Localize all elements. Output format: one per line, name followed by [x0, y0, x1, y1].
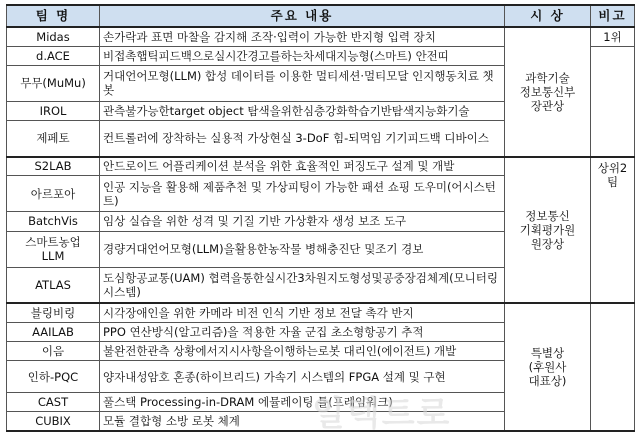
team-name: Midas	[7, 27, 100, 46]
project-description: 인공 지능을 활용해 제품추천 및 가상피팅이 가능한 패션 쇼핑 도우미(어시스턴트)	[100, 176, 505, 212]
team-name: 이음	[7, 342, 100, 361]
project-description: 모듈 결합형 소방 로봇 체계	[100, 412, 505, 431]
project-description: 불완전한관측 상황에서지시사항을이행하는로봇 대리인(에이전트) 개발	[100, 342, 505, 361]
note-top-two: 상위2 팀	[591, 157, 635, 304]
table-row	[7, 27, 635, 46]
table-body	[7, 27, 635, 431]
project-description: 거대언어모형(LLM) 합성 데이터를 이용한 멀티세션·멀티모달 인지행동치료 챗봇	[100, 65, 505, 101]
header-content: 주요 내용	[100, 5, 505, 27]
team-name: 무무(MuMu)	[7, 65, 100, 101]
note-first-place: 1위	[591, 27, 635, 46]
project-description: 양자내성암호 혼종(하이브리드) 가속기 시스템의 FPGA 설계 및 구현	[100, 361, 505, 393]
project-description: 시각장애인을 위한 카메라 비전 인식 기반 정보 전달 촉각 반지	[100, 303, 505, 322]
project-description: 손가락과 표면 마찰을 감지해 조작·입력이 가능한 반지형 입력 장치	[100, 27, 505, 46]
award-table	[6, 4, 635, 432]
team-name: CAST	[7, 393, 100, 412]
watermark: 일렉트로	[312, 394, 452, 434]
header-row	[7, 5, 635, 27]
team-name: 제페토	[7, 121, 100, 157]
project-description: 관측불가능한target object 탐색을위한심층강화학습기반탐색지능화기술	[100, 101, 505, 120]
team-name: AAILAB	[7, 322, 100, 341]
header-team: 팀 명	[7, 5, 100, 27]
table-row	[7, 157, 635, 176]
award-name: 특별상 (후원사 대표상)	[505, 303, 591, 431]
project-description: PPO 연산방식(알고리즘)을 적용한 자율 군집 초소형항공기 추적	[100, 322, 505, 341]
team-name: BatchVis	[7, 212, 100, 231]
team-name: S2LAB	[7, 157, 100, 176]
project-description: 풀스택 Processing-in-DRAM 에뮬레이팅 틀(프레임워크)	[100, 393, 505, 412]
project-description: 임상 실습을 위한 성격 및 기질 기반 가상환자 생성 보조 도구	[100, 212, 505, 231]
project-description: 비접촉햅틱피드백으로실시간경고를하는차세대지능형(스마트) 안전띠	[100, 46, 505, 65]
header-note: 비고	[591, 5, 635, 27]
team-name: d.ACE	[7, 46, 100, 65]
team-name: IROL	[7, 101, 100, 120]
team-name: ATLAS	[7, 267, 100, 303]
team-name: 아르포아	[7, 176, 100, 212]
team-name: 인하-PQC	[7, 361, 100, 393]
project-description: 경량거대언어모형(LLM)을활용한농작물 병해충진단 및조기 경보	[100, 231, 505, 267]
header-award: 시 상	[505, 5, 591, 27]
project-description: 컨트롤러에 장착하는 실용적 가상현실 3-DoF 힘-되먹임 기기피드백 디바이스	[100, 121, 505, 157]
award-name: 정보통신 기획평가원 원장상	[505, 157, 591, 304]
table-row	[7, 303, 635, 322]
team-name: 스마트농업 LLM	[7, 231, 100, 267]
project-description: 도심항공교통(UAM) 협력을통한실시간3차원지도형성및공중장검체계(모니터링 시스템)	[100, 267, 505, 303]
team-name: 블링비링	[7, 303, 100, 322]
note-empty	[591, 46, 635, 157]
award-name: 과학기술 정보통신부 장관상	[505, 27, 591, 157]
project-description: 안드로이드 어플리케이션 분석을 위한 효율적인 퍼징도구 설계 및 개발	[100, 157, 505, 176]
team-name: CUBIX	[7, 412, 100, 431]
note-empty	[591, 303, 635, 431]
